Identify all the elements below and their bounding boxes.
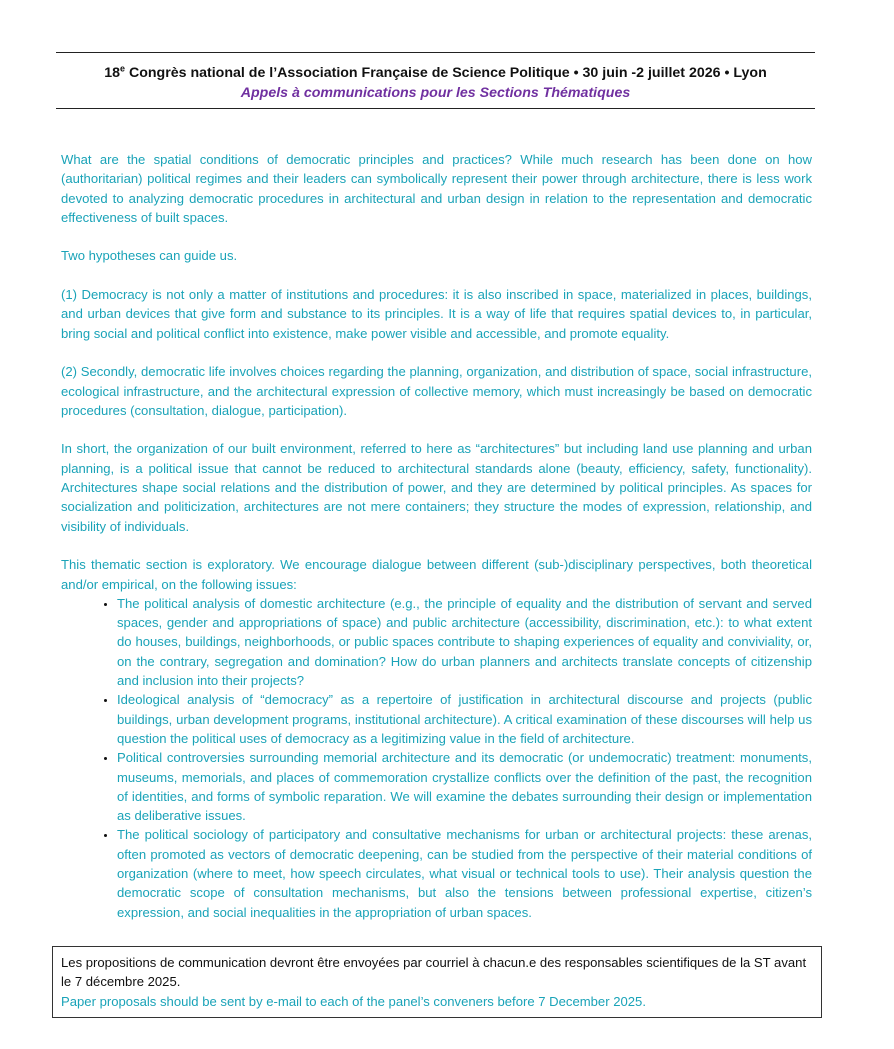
congress-number: 18 [104, 65, 121, 81]
main-text [61, 150, 812, 922]
paragraph-summary: In short, the organization of our built environment, referred to here as “architectures” but including land use planning and urban planning, is a political issue that cannot be reduced to architectural standards alone (beauty, efficiency, safety, functionality). Architectures shape social relations and the distribution of power, and they are determined by political principles. As spaces for socialization and politicization, architectures are not mere containers; they structure the modes of expression, relationship, and visibility of individuals. [61, 441, 812, 534]
paragraph-hypotheses: Two hypotheses can guide us. [61, 248, 238, 264]
paragraph-intro: What are the spatial conditions of democratic principles and practices? While much research has been done on how (authoritarian) political regimes and their leaders can symbolically represent their power through architecture, there is less work devoted to analyzing democratic procedures in architectural and urban design in relation to the representation and democratic effectiveness of built spaces. [61, 152, 812, 225]
congress-title [56, 63, 815, 83]
submission-notice-french: Les propositions de communication devront être envoyées par courriel à chacun.e des responsables scientifiques de la ST avant le 7 décembre 2025. [61, 955, 807, 990]
congress-ordinal-suffix: e [120, 63, 126, 74]
submission-notice-english: Paper proposals should be sent by e-mail to each of the panel’s conveners before 7 December 2025. [61, 993, 646, 1009]
paragraph-hypothesis-2: (2) Secondly, democratic life involves choices regarding the planning, organization, and distribution of space, social infrastructure, ecological infrastructure, and the architectural expression of collective memory, which must increasingly be based on democratic procedures (consultation, dialogue, participation). [61, 364, 812, 418]
call-subtitle: Appels à communications pour les Sections Thématiques [240, 85, 631, 101]
paragraph-exploratory: This thematic section is exploratory. We encourage dialogue between different (sub-)disciplinary perspectives, both theoretical and/or empirical, on the following issues: [61, 557, 812, 592]
list-item: • Ideological analysis of “democracy” as a repertoire of justification in architectural discourse and projects (public buildings, urban development programs, institutional architecture). A critical examination of these discourses will help us question the political uses of democracy as a legitimizing value in the field of architecture. [117, 690, 812, 748]
list-item: • The political sociology of participatory and consultative mechanisms for urban or architectural projects: these arenas, often promoted as vectors of democratic deepening, can be studied from the perspective of their material conditions of organization (where to meet, how speech circulates, what visual or technical tools to use). Their analysis question the democratic scope of consultation mechanisms, but also the tensions between professional expertise, citizen’s expression, and social inequalities in the appropriation of urban spaces. [117, 825, 812, 921]
congress-details: Congrès national de l’Association Française de Science Politique • 30 juin -2 juillet 2026 • Lyon [125, 65, 767, 81]
list-item: • The political analysis of domestic architecture (e.g., the principle of equality and the distribution of servant and served spaces, gender and appropriations of space) and public architecture (accessibility, discrimination, etc.): to what extent do houses, buildings, neighborhoods, or public spaces contribute to shaping experiences of equality and conviviality, or, on the contrary, segregation and domination? How do urban planners and architects translate concepts of citizenship and inclusion into their projects? [117, 594, 812, 690]
issues-list [61, 594, 812, 922]
submission-notice-box [52, 946, 822, 1018]
document-header [56, 52, 815, 109]
paragraph-hypothesis-1: (1) Democracy is not only a matter of institutions and procedures: it is also inscribed in space, materialized in places, buildings, and urban devices that give form and substance to its principles. It is a way of life that requires spatial devices to, in particular, bring social and political conflict into existence, make power visible and accessible, and promote equality. [61, 287, 812, 341]
list-item: • Political controversies surrounding memorial architecture and its democratic (or undemocratic) treatment: monuments, museums, memorials, and places of commemoration crystallize conflicts over the definition of the past, the recognition of identities, and forms of symbolic reparation. We will examine the debates surrounding their design or implementation as deliberative issues. [117, 748, 812, 825]
